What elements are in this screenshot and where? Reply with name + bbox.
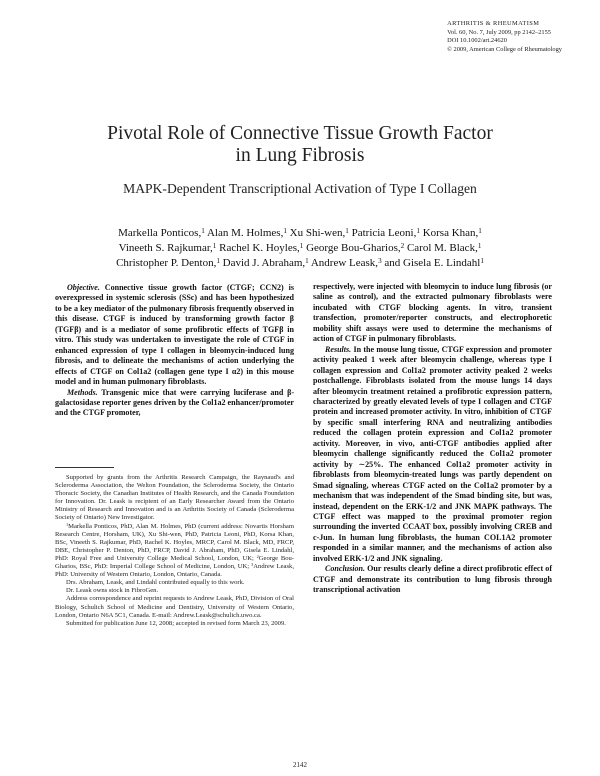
author-affiliation-mark: 1 <box>305 256 309 265</box>
author-name: Korsa Khan, <box>419 227 479 239</box>
author-affiliation-mark: 1 <box>216 256 220 265</box>
author-name: Xu Shi-wen, <box>286 227 346 239</box>
page-number: 2142 <box>293 761 307 769</box>
methods-label: Methods. <box>67 387 98 397</box>
article-title <box>40 123 560 167</box>
affiliation-2: George Bou-Gharios, BSc, PhD: Imperial College School of Medicine, London, UK; <box>55 554 295 571</box>
abstract-conclusion <box>313 564 552 595</box>
journal-name: ARTHRITIS & RHEUMATISM <box>447 20 540 27</box>
abstract-methods <box>55 388 294 419</box>
author-name: Christopher P. Denton, <box>116 257 217 269</box>
affiliation-3: Andrew Leask, PhD: University of Western Ontario, London, Ontario, Canada. <box>55 563 294 579</box>
author-name: George Bou-Gharios, <box>303 242 401 254</box>
author-affiliation-mark: 1 <box>477 241 482 250</box>
methods-continued-text: respectively, were injected with bleomycin to induce lung fibrosis (or saline as control), and the extracted pulmonary fibroblasts were incubated with CTGF blocking agents. In vitro, transient transfection, promoter/reporter constructs, and electrophoretic mobility shift assays were used to determine the mechanisms of action of CTGF in pulmonary fibroblasts. <box>313 282 552 344</box>
author-name: Andrew Leask, <box>308 257 379 269</box>
abstract-column-left <box>55 283 294 419</box>
article-subtitle: MAPK-Dependent Transcriptional Activation of Type I Collagen <box>123 181 477 196</box>
author-name: Alan M. Holmes, <box>204 227 284 239</box>
conclusion-text: Our results clearly define a direct profibrotic effect of CTGF and demonstrate its contribution to lung fibrosis through transcriptional activation <box>313 564 552 595</box>
methods-text: Transgenic mice that were carrying luciferase and β-galactosidase reporter genes driven by the Col1a2 enhancer/promoter and the CTGF promoter, <box>55 387 294 418</box>
author-affiliation-mark: 1 <box>201 226 205 235</box>
journal-volume: Vol. 60, No. 7, July 2009, pp 2142–2155 <box>447 28 552 36</box>
footnotes <box>55 474 294 628</box>
author-affiliation-mark: 2 <box>400 241 405 250</box>
author-affiliation-mark: 1 <box>345 226 349 235</box>
affiliation-1: Markella Ponticos, PhD, Alan M. Holmes, PhD (current address: Novartis Horsham Research Centre, Horsham, UK), Xu Shi-wen, PhD, Patricia Leoni, PhD, Korsa Khan, BSc, Vineeth S. Rajkumar, PhD, Rachel K. Hoyles, MRCP, Carol M. Black, MD, FRCP, DBE, Christopher P. Denton, PhD, FRCP, David J. Abraham, PhD, Gisela E. Lindahl, PhD: Royal Free and University College Medical School, London, UK; <box>55 522 294 562</box>
affiliation-mark: 1 <box>66 521 69 527</box>
footnote-support: Supported by grants from the Arthritis Research Campaign, the Raynaud's and Scleroderma Association, the Welton Foundation, the Scleroderma Society, the Ontario Thoracic Society, the Canadian Institutes of Health Research, and the Canada Foundation for Innovation. Dr. Leask is recipient of an Early Researcher Award from the Ontario Ministry of Research and Innovation and is an Arthritis Society of Canada (Scleroderma Society of Ontario) New Investigator. <box>55 474 294 522</box>
footnote-divider <box>55 467 114 468</box>
author-name: Markella Ponticos, <box>118 227 202 239</box>
footnote-submitted: Submitted for publication June 12, 2008; accepted in revised form March 23, 2009. <box>66 619 286 627</box>
footnote-equal-contribution: Drs. Abraham, Leask, and Lindahl contributed equally to this work. <box>66 579 245 587</box>
author-affiliation-mark: 1 <box>299 241 304 250</box>
author-affiliation-mark: 1 <box>478 226 482 235</box>
results-label: Results. <box>325 344 352 354</box>
abstract-column-right <box>313 282 552 596</box>
author-name: and Gisela E. Lindahl <box>381 257 481 269</box>
author-affiliation-mark: 1 <box>283 226 287 235</box>
author-name: David J. Abraham, <box>219 257 306 269</box>
article-title-line-1: Pivotal Role of Connective Tissue Growth Factor <box>107 123 493 144</box>
author-affiliation-mark: 3 <box>378 256 382 265</box>
abstract-objective <box>55 283 294 388</box>
author-affiliation-mark: 1 <box>416 226 420 235</box>
footnote-affiliations <box>55 523 294 580</box>
footnote-stock: Dr. Leask owns stock in FibroGen. <box>66 587 159 595</box>
author-name: Vineeth S. Rajkumar, <box>118 242 213 254</box>
footnote-address: Address correspondence and reprint requests to Andrew Leask, PhD, Division of Oral Biology, Schulich School of Medicine and Dentistry, University of Western Ontario, London, Ontario N6A 5C1, Canada. E-mail: Andrew.Leask@schulich.uwo.ca. <box>55 595 294 619</box>
author-affiliation-mark: 1 <box>212 241 217 250</box>
author-line-3 <box>40 256 560 271</box>
abstract-methods-continued <box>313 282 552 345</box>
author-name: Carol M. Black, <box>404 242 478 254</box>
article-title-line-2: in Lung Fibrosis <box>235 145 365 166</box>
objective-text: Connective tissue growth factor (CTGF; CCN2) is overexpressed in systemic sclerosis (SSc) and has been hypothesized to be a key mediator of the pulmonary fibrosis frequently observed in this disease. CTGF is induced by transforming growth factor β (TGFβ) and is a mediator of some profibrotic effects of TGFβ in vitro. This study was undertaken to investigate the role of CTGF in enhanced expression of type I collagen in bleomycin-induced lung fibrosis, and to delineate the mechanisms of action underlying the effects of CTGF on Col1a2 (collagen gene type I α2) in this mouse model and in human pulmonary fibroblasts. <box>55 283 294 387</box>
journal-header <box>447 20 562 54</box>
affiliation-mark: 3 <box>251 562 254 568</box>
author-list <box>40 226 560 271</box>
results-text: In the mouse lung tissue, CTGF expression and promoter activity peaked 1 week after bleomycin challenge, whereas type I collagen expression and Col1a2 promoter activity peaked 2 weeks postchallenge. Fibroblasts isolated from the mouse lungs 14 days after bleomycin treatment retained a profibrotic expression pattern, characterized by greatly elevated levels of type I collagen and CTGF protein and increased promoter activity. In vitro, inhibition of CTGF by specific small interfering RNA and neutralizing antibodies reduced the collagen protein expression and Col1a2 promoter activity. Moreover, in vivo, anti-CTGF antibodies applied after bleomycin challenge significantly reduced the Col1a2 promoter activity by ∼25%. The enhanced Col1a2 promoter activity in fibroblasts from bleomycin-treated lungs was partly dependent on Smad signaling, whereas CTGF acted on the Col1a2 promoter by a mechanism that was independent of the Smad binding site, but was, instead, dependent on the ERK-1/2 and JNK MAPK pathways. The CTGF effect was mapped to the proximal promoter region surrounding the inverted CCAAT box, possibly involving CREB and c-Jun. In human lung fibroblasts, the human COL1A2 promoter responded in a similar manner, and the mechanisms of action also involved ERK-1/2 and JNK signaling. <box>313 344 552 563</box>
author-name: Patricia Leoni, <box>348 227 417 239</box>
author-name: Rachel K. Hoyles, <box>216 242 300 254</box>
journal-doi: DOI 10.1002/art.24620 <box>447 37 507 45</box>
author-affiliation-mark: 1 <box>480 256 484 265</box>
author-line-2 <box>40 241 560 256</box>
abstract-results <box>313 345 552 565</box>
objective-label: Objective. <box>67 283 100 292</box>
author-line-1 <box>40 226 560 241</box>
conclusion-label: Conclusion. <box>325 564 366 574</box>
journal-copyright: © 2009, American College of Rheumatology <box>447 45 562 53</box>
affiliation-mark: 2 <box>256 554 259 560</box>
